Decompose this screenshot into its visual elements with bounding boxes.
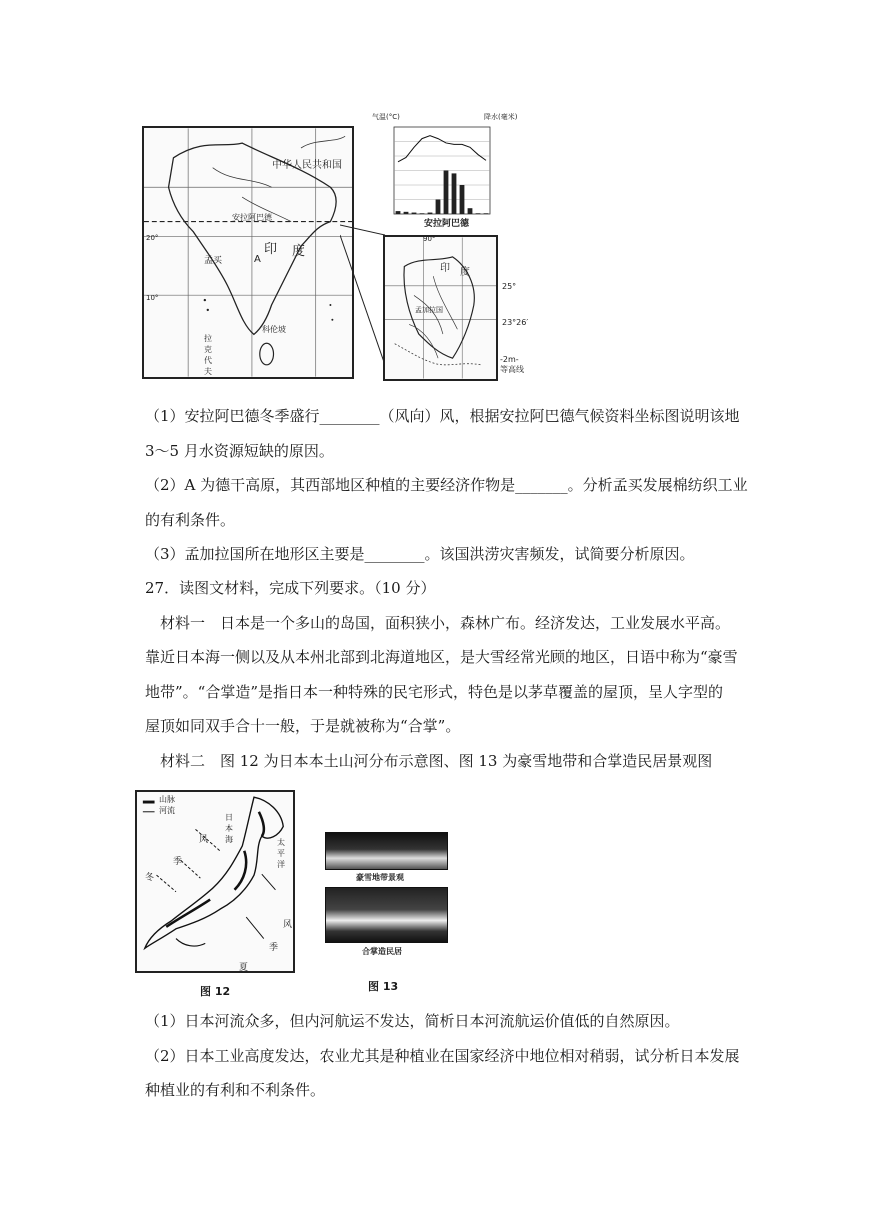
label-mumbai: 孟买 xyxy=(204,256,223,266)
question-a3: （3）孟加拉国所在地形区主要是________。该国洪涝灾害频发，试简要分析原因。 xyxy=(145,545,695,563)
legend-river: 河流 xyxy=(159,806,175,815)
japan-map-figure xyxy=(135,790,295,973)
pacific-label: 太平洋 xyxy=(277,838,285,869)
question-a2-line1: （2）A 为德干高原，其西部地区种植的主要经济作物是_______。分析孟买发展棉纺织工业 xyxy=(145,476,748,494)
india-map-figure xyxy=(142,126,354,379)
legend-mountain: 山脉 xyxy=(159,795,175,804)
climate-title: 安拉阿巴德 xyxy=(424,219,470,229)
label-india-big: 印 xyxy=(264,242,278,257)
material1-line2: 靠近日本海一侧以及从本州北部到北海道地区，是大雪经常光顾的地区，日语中称为“豪雪 xyxy=(145,648,738,666)
precip-bar xyxy=(452,173,457,214)
label-laccadive: 拉克代夫 xyxy=(204,334,212,376)
figure-12-caption: 图 12 xyxy=(200,985,231,998)
label-india-big2: 度 xyxy=(292,244,306,259)
material2: 材料二 图 12 为日本本土山河分布示意图、图 13 为豪雪地带和合掌造民居景观图 xyxy=(160,752,713,770)
summer-wind-3: 夏 xyxy=(239,963,249,973)
heavy-snow-photo xyxy=(325,832,448,870)
question-b1: （1）日本河流众多，但内河航运不发达，简析日本河流航运价值低的自然原因。 xyxy=(145,1012,680,1030)
precip-bar xyxy=(444,171,449,215)
material1-line1: 材料一 日本是一个多山的岛国，面积狭小，森林广布。经济发达，工业发展水平高。 xyxy=(160,614,731,632)
sea-japan-label: 日本海 xyxy=(225,813,233,844)
label-india-small2: 度 xyxy=(460,267,470,278)
question-b2-line2: 种植业的有利和不利条件。 xyxy=(145,1081,326,1099)
climate-ylabel-left: 气温(°C) xyxy=(372,113,400,121)
question-b2-line1: （2）日本工业高度发达，农业尤其是种植业在国家经济中地位相对稍弱，试分析日本发展 xyxy=(145,1047,740,1065)
winter-wind-3: 风 xyxy=(199,835,209,845)
precip-bar xyxy=(436,200,441,215)
precip-bar xyxy=(468,208,473,214)
label-colombo: 科伦坡 xyxy=(262,325,286,334)
photo1-caption: 豪雪地带景观 xyxy=(356,873,404,882)
gassho-house-photo xyxy=(325,887,448,943)
question-27-title: 27．读图文材料，完成下列要求。（10 分） xyxy=(145,579,436,597)
label-lat20: 20° xyxy=(146,234,159,242)
precip-bar xyxy=(476,213,481,214)
precip-bar xyxy=(428,213,433,214)
figure-13-caption: 图 13 xyxy=(368,980,399,993)
climate-ylabel-right: 降水(毫米) xyxy=(484,113,518,121)
label-bangladesh: 孟加拉国 xyxy=(415,306,443,314)
precip-bar xyxy=(460,185,465,214)
label-lat10: 10° xyxy=(146,294,159,302)
question-a1-line2: 3～5 月水资源短缺的原因。 xyxy=(145,442,334,460)
winter-wind-2: 季 xyxy=(173,857,183,867)
winter-wind-1: 冬 xyxy=(145,873,155,883)
precip-bar xyxy=(420,213,425,214)
climate-chart xyxy=(372,112,522,230)
label-lat25: 25° xyxy=(502,282,517,291)
photo2-caption: 合掌造民居 xyxy=(362,947,402,956)
label-ahmedabad-map: 安拉阿巴德 xyxy=(232,213,272,222)
material1-line3: 地带”。“合掌造”是指日本一种特殊的民宅形式，特色是以茅草覆盖的屋顶，呈人字型的 xyxy=(145,683,724,701)
summer-wind-1: 风 xyxy=(283,920,293,930)
question-a2-line2: 的有利条件。 xyxy=(145,511,236,529)
label-sea-level: -2m- 等高线 xyxy=(500,355,524,374)
label-lat23: 23°26′ xyxy=(502,318,529,327)
label-india-small: 印 xyxy=(440,263,450,274)
bangladesh-inset-figure xyxy=(383,235,498,381)
precip-bar xyxy=(412,213,417,214)
climate-plot xyxy=(372,122,522,222)
precip-bar xyxy=(404,212,409,214)
label-a: A xyxy=(254,254,261,265)
question-a1-line1: （1）安拉阿巴德冬季盛行________（风向）风，根据安拉阿巴德气候资料坐标图说明该地 xyxy=(145,407,740,425)
material1-line4: 屋顶如同双手合十一般，于是就被称为“合掌”。 xyxy=(145,717,461,735)
label-china: 中华人民共和国 xyxy=(272,160,342,171)
precip-bar xyxy=(484,213,489,214)
label-lon90: 90° xyxy=(423,235,436,243)
precip-bar xyxy=(396,211,401,214)
summer-wind-2: 季 xyxy=(269,943,279,953)
temperature-line xyxy=(398,136,486,162)
